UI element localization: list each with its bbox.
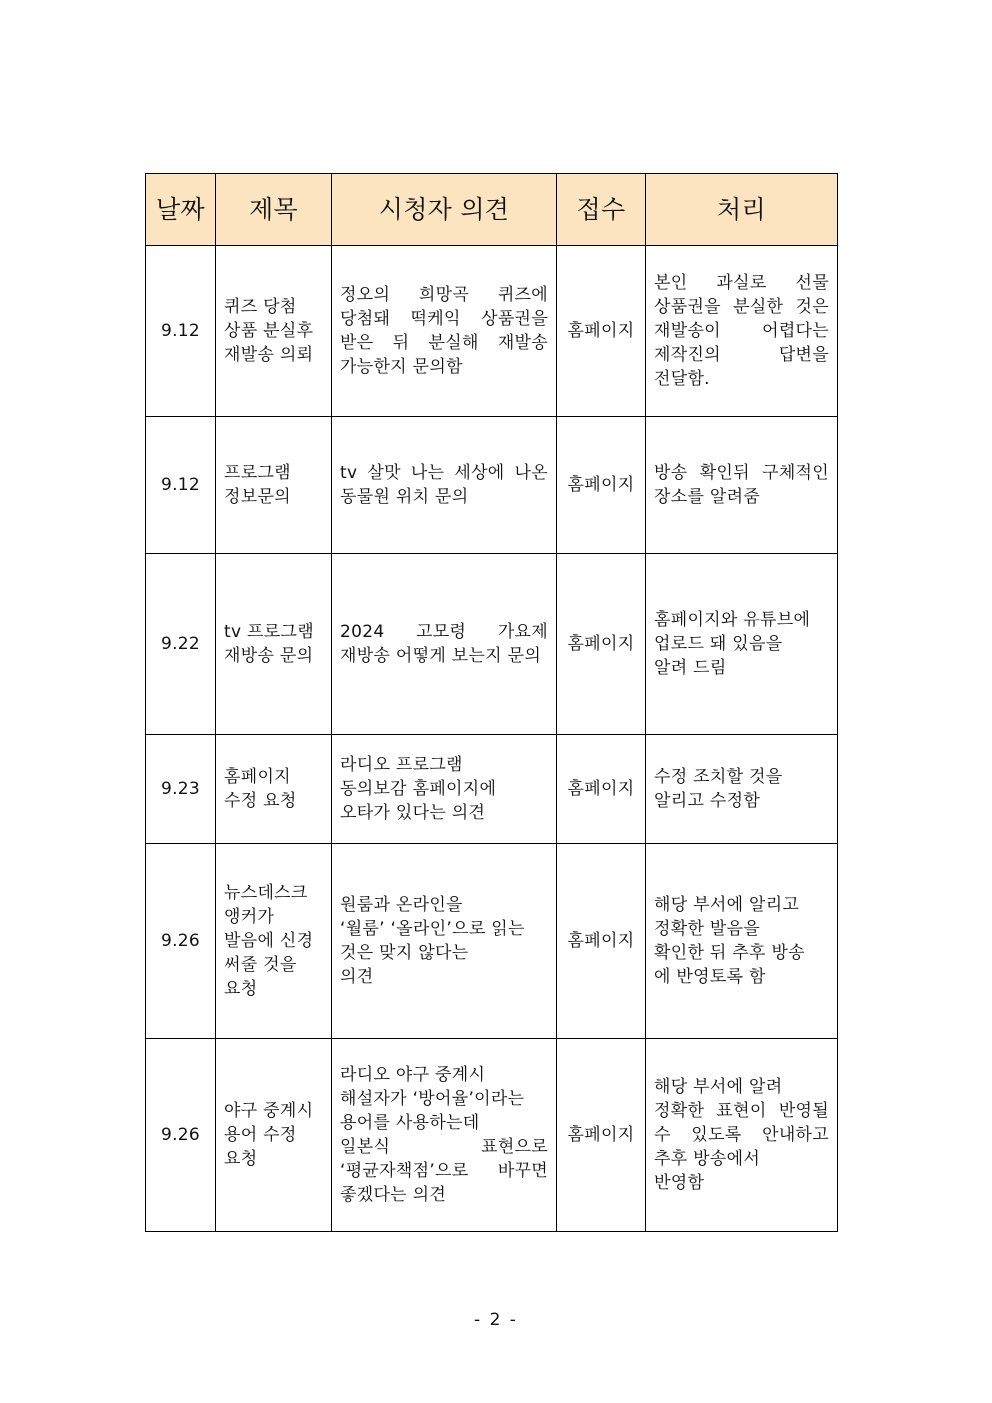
header-opinion: 시청자 의견 [332, 174, 557, 246]
row-opinion: 라디오 프로그램 동의보감 홈페이지에 오타가 있다는 의견 [332, 735, 557, 844]
header-received: 접수 [557, 174, 646, 246]
table-row [146, 554, 838, 735]
row-title: 홈페이지 수정 요청 [216, 735, 332, 844]
row-received: 홈페이지 [557, 844, 646, 1039]
table-row [146, 246, 838, 417]
row-opinion: 라디오 야구 중계시 해설자가 ‘방어율’이라는 용어를 사용하는데 일본식 표현으로 ‘평균자책점’으로 바꾸면 좋겠다는 의견 [332, 1039, 557, 1232]
row-opinion: 원룸과 온라인을 ‘월룸’ ‘올라인’으로 읽는 것은 맞지 않다는 의견 [332, 844, 557, 1039]
row-date: 9.22 [146, 554, 216, 735]
table-header-row [146, 174, 838, 246]
table-row [146, 844, 838, 1039]
row-received: 홈페이지 [557, 1039, 646, 1232]
row-date: 9.26 [146, 1039, 216, 1232]
row-action: 해당 부서에 알려 정확한 표현이 반영될 수 있도록 안내하고 추후 방송에서 반영함 [646, 1039, 838, 1232]
header-action: 처리 [646, 174, 838, 246]
row-opinion: tv 살맛 나는 세상에 나온 동물원 위치 문의 [332, 417, 557, 554]
row-title: 뉴스데스크 앵커가 발음에 신경 써줄 것을 요청 [216, 844, 332, 1039]
row-date: 9.23 [146, 735, 216, 844]
viewer-opinion-table [145, 173, 838, 1232]
row-action: 방송 확인뒤 구체적인 장소를 알려줌 [646, 417, 838, 554]
row-action: 본인 과실로 선물 상품권을 분실한 것은 재발송이 어렵다는 제작진의 답변을 전달함. [646, 246, 838, 417]
row-title: tv 프로그램 재방송 문의 [216, 554, 332, 735]
header-title: 제목 [216, 174, 332, 246]
row-date: 9.12 [146, 417, 216, 554]
table-row [146, 417, 838, 554]
row-received: 홈페이지 [557, 554, 646, 735]
table-row [146, 1039, 838, 1232]
row-opinion: 정오의 희망곡 퀴즈에 당첨돼 떡케익 상품권을 받은 뒤 분실해 재발송 가능한지 문의함 [332, 246, 557, 417]
row-received: 홈페이지 [557, 246, 646, 417]
row-title: 퀴즈 당첨 상품 분실후 재발송 의뢰 [216, 246, 332, 417]
row-title: 야구 중계시 용어 수정 요청 [216, 1039, 332, 1232]
header-date: 날짜 [146, 174, 216, 246]
table-row [146, 735, 838, 844]
page-number: - 2 - [474, 1310, 518, 1330]
row-received: 홈페이지 [557, 735, 646, 844]
row-action: 홈페이지와 유튜브에 업로드 돼 있음을 알려 드림 [646, 554, 838, 735]
row-action: 수정 조치할 것을 알리고 수정함 [646, 735, 838, 844]
row-date: 9.26 [146, 844, 216, 1039]
row-title: 프로그램 정보문의 [216, 417, 332, 554]
row-date: 9.12 [146, 246, 216, 417]
row-opinion: 2024 고모령 가요제 재방송 어떻게 보는지 문의 [332, 554, 557, 735]
row-action: 해당 부서에 알리고 정확한 발음을 확인한 뒤 추후 방송 에 반영토록 함 [646, 844, 838, 1039]
row-received: 홈페이지 [557, 417, 646, 554]
